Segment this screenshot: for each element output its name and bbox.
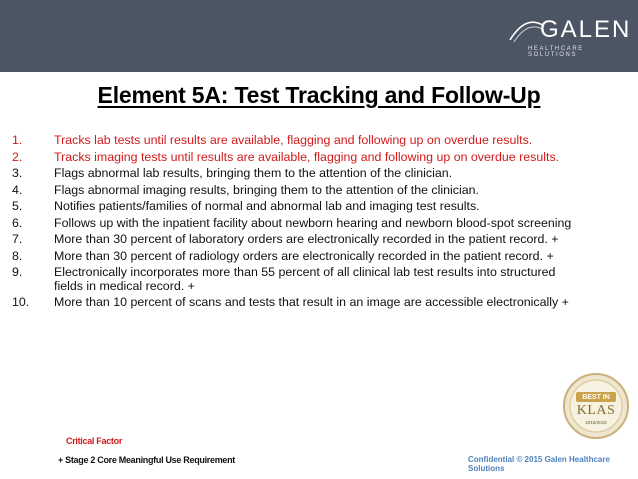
list-item-number: 8.	[12, 248, 23, 263]
stage2-note: + Stage 2 Core Meaningful Use Requirement	[58, 455, 235, 465]
list-item	[12, 184, 572, 198]
list-item-text: More than 10 percent of scans and tests that result in an image are accessible electronically +	[54, 295, 569, 309]
best-in-klas-badge	[562, 372, 630, 440]
badge-best-in: BEST IN	[582, 394, 610, 401]
list-item	[12, 266, 572, 293]
badge-year: 2015/2016	[585, 420, 607, 425]
list-item-text: Tracks lab tests until results are available, flagging and following up on overdue results.	[54, 133, 533, 147]
list-item-text: More than 30 percent of radiology orders are electronically recorded in the patient record. +	[54, 248, 554, 263]
list-item	[12, 151, 572, 165]
list-item	[12, 200, 572, 214]
badge-klas: KLAS	[576, 403, 616, 418]
list-item-number: 4.	[12, 182, 23, 197]
list-item-text: Electronically incorporates more than 55 percent of all clinical lab test results into structured fields in medical record. +	[54, 265, 556, 293]
critical-factor-note: Critical Factor	[66, 436, 123, 446]
list-item-number: 7.	[12, 232, 23, 246]
list-item-text: Follows up with the inpatient facility about newborn hearing and newborn blood-spot screening	[54, 215, 572, 230]
list-item	[12, 167, 572, 181]
list-item-text: Notifies patients/families of normal and abnormal lab and imaging test results.	[54, 199, 480, 213]
list-item-number: 5.	[12, 199, 23, 213]
list-item-text: Tracks imaging tests until results are available, flagging and following up on overdue results.	[54, 149, 560, 164]
list-item-number: 10.	[12, 295, 30, 309]
list-item	[12, 134, 572, 148]
list-item	[12, 250, 572, 264]
galen-logo	[506, 14, 632, 60]
list-item-number: 6.	[12, 215, 23, 230]
list-item-text: Flags abnormal lab results, bringing them to the attention of the clinician.	[54, 166, 453, 180]
list-item	[12, 233, 572, 247]
list-item	[12, 217, 572, 231]
list-item-text: Flags abnormal imaging results, bringing them to the attention of the clinician.	[54, 182, 479, 197]
slide-title: Element 5A: Test Tracking and Follow-Up	[97, 82, 541, 108]
logo-subtitle: HEALTHCARE SOLUTIONS	[528, 46, 584, 58]
logo-wordmark: GALEN	[540, 16, 632, 43]
requirements-list	[12, 134, 572, 313]
list-item-number: 2.	[12, 149, 23, 164]
list-item-number: 3.	[12, 166, 23, 180]
confidential-notice: Confidential © 2015 Galen Healthcare Solutions	[468, 455, 610, 473]
list-item-number: 9.	[12, 265, 23, 279]
list-item	[12, 296, 572, 310]
list-item-number: 1.	[12, 133, 23, 147]
header-bar	[0, 0, 638, 72]
list-item-text: More than 30 percent of laboratory orders are electronically recorded in the patient record. +	[54, 232, 559, 246]
